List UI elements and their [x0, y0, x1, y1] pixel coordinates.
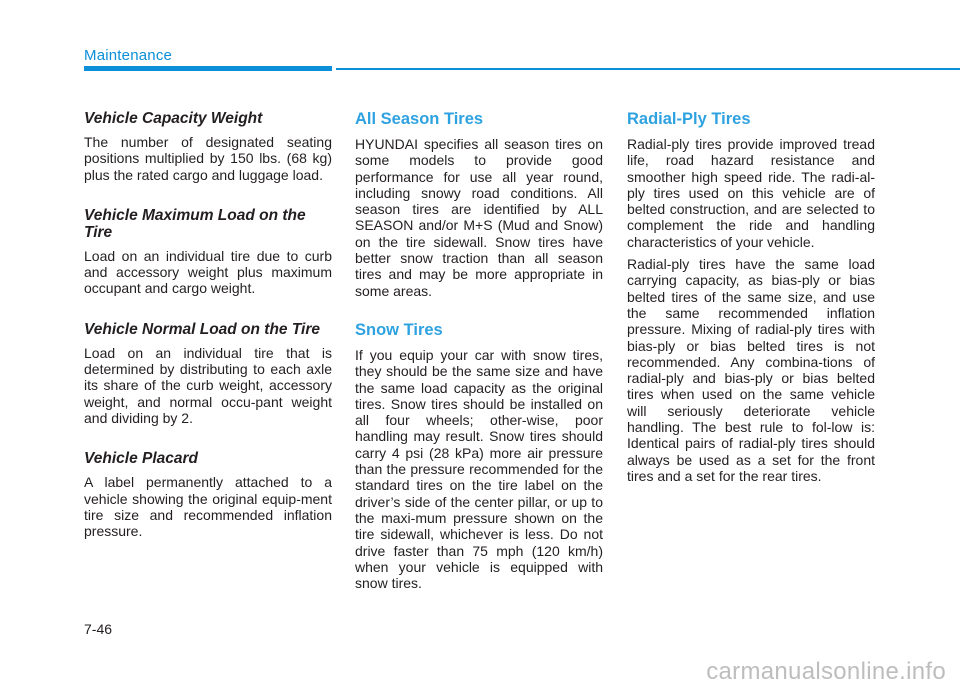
paragraph-vehicle-capacity-weight: The number of designated seating positions multiplied by 150 lbs. (68 kg) plus the rated cargo and luggage load.: [84, 134, 332, 183]
page-number: 7-46: [84, 621, 113, 637]
heading-vehicle-normal-load: Vehicle Normal Load on the Tire: [84, 320, 320, 338]
paragraph-vehicle-maximum-load: Load on an individual tire due to curb and accessory weight plus maximum occupant and cargo weight.: [84, 247, 332, 297]
column-middle: [355, 110, 603, 591]
paragraph-all-season-tires: HYUNDAI specifies all season tires on some models to provide good performance for use all year round, including snowy road conditions. All season tires are identified by ALL SEASON and/or M+S (Mud and Snow) on the tire sidewall. Snow tires have better snow traction than all season tires and may be more appropriate in some areas.: [355, 136, 603, 299]
section-title: Maintenance: [84, 47, 173, 64]
heading-all-season-tires: All Season Tires: [355, 110, 484, 128]
heading-vehicle-capacity-weight: Vehicle Capacity Weight: [84, 110, 263, 127]
paragraph-vehicle-placard: A label permanently attached to a vehicle showing the original equip-ment tire size and recommended inflation pressure.: [84, 474, 332, 540]
header-rule-thick: [84, 66, 332, 71]
paragraph-snow-tires: If you equip your car with snow tires, they should be the same size and have the same load capacity as the original tires. Snow tires should be installed on all four wheels; other-wise, poor handling may result. Snow tires should carry 4 psi (28 kPa) more air pressure than the pressure recommended for the standard tires on the tire label on the driver’s side of the center pillar, or up to the maxi-mum pressure shown on the tire sidewall, whichever is less. Do not drive faster than 75 mph (120 km/h) when your vehicle is equipped with snow tires.: [355, 346, 603, 592]
watermark-text: carmanualsonline.info: [706, 658, 946, 685]
heading-vehicle-placard: Vehicle Placard: [84, 450, 199, 468]
column-right: [627, 110, 875, 484]
paragraph-vehicle-normal-load: Load on an individual tire that is determined by distributing to each axle its share of the curb weight, accessory weight, and normal occu-pant weight and dividing by 2.: [84, 344, 332, 426]
header-rule-thin: [336, 68, 960, 70]
paragraph-radial-ply-intro: Radial-ply tires provide improved tread life, road hazard resistance and smoother high speed ride. The radi-al-ply tires used on this vehicle are of belted construction, and are selected to complement the ride and handling characteristics of your vehicle.: [627, 136, 875, 250]
paragraph-radial-ply-mixing: Radial-ply tires have the same load carrying capacity, as bias-ply or bias belted tires of the same size, and use the same recommended inflation pressure. Mixing of radial-ply tires with bias-ply or bias belted tires is not recommended. Any combina-tions of radial-ply and bias-ply or bias belted tires when used on the same vehicle will seriously deteriorate vehicle handling. The best rule to fol-low is: Identical pairs of radial-ply tires should always be used as a set for the front tires and a set for the rear tires.: [627, 256, 875, 484]
column-left: [84, 110, 332, 539]
heading-vehicle-maximum-load: Vehicle Maximum Load on the Tire: [84, 206, 306, 241]
heading-snow-tires: Snow Tires: [355, 320, 443, 339]
heading-radial-ply-tires: Radial-Ply Tires: [627, 110, 751, 128]
